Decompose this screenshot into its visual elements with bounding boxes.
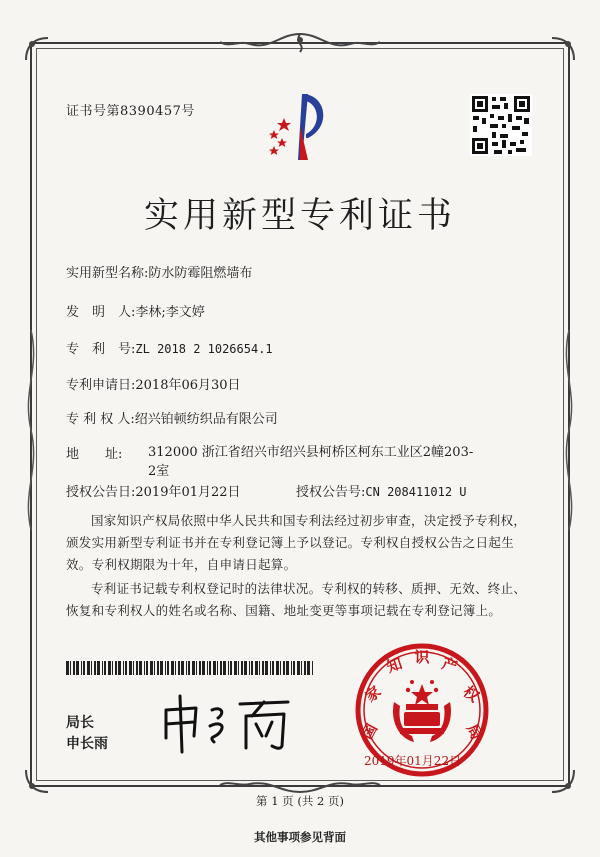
svg-text:产: 产 [439,654,460,677]
footer-note: 其他事项参见背面 [254,830,346,844]
corner-ornament-icon [550,36,576,62]
field-label: 专利申请日: [66,378,136,393]
field-grant-date [66,481,241,500]
left-ornament-icon [22,330,40,530]
field-label: 地 址: [66,447,123,462]
field-value: 2019年01月22日 [135,485,241,500]
certificate-number: 证书号第8390457号 [66,104,195,119]
field-utility-model-name [66,262,252,281]
field-application-date [66,374,241,393]
svg-text:国: 国 [358,720,382,743]
certificate-title: 实用新型专利证书 [143,196,456,236]
svg-text:识: 识 [414,648,430,666]
top-ornament-icon [210,30,390,56]
field-grant-number [296,481,467,500]
statement-paragraph: 国家知识产权局依照中华人民共和国专利法经过初步审查，决定授予专利权，颁发实用新型专利证书并在专利登记簿上予以登记。专利权自授权公告之日起生效。专利权期限为十年，自申请日起算。 [66,513,527,572]
seal-date: 2019年01月22日 [364,754,462,768]
director-name: 申长雨 [66,736,108,752]
field-label: 发 明 人: [66,305,136,320]
field-value: 绍兴铂顿纺织品有限公司 [134,412,278,427]
qr-code-icon [470,94,532,156]
field-label: 实用新型名称: [66,266,149,281]
field-value: 防水防霉阻燃墙布 [148,266,253,281]
svg-text:局: 局 [462,720,486,743]
corner-ornament-icon [24,768,50,794]
field-label: 专 利 权 人: [66,412,135,427]
field-address-label [66,443,122,462]
field-label: 授权公告日: [66,485,136,500]
svg-text:家: 家 [361,682,385,706]
field-value: 2018年06月30日 [135,378,241,393]
field-inventor [66,301,205,320]
field-patent-number [66,338,273,357]
field-value: CN 208411012 U [365,485,467,499]
director-signature [160,690,295,755]
field-address-value: 312000 浙江省绍兴市绍兴县柯桥区柯东工业区2幢203-2室 [148,445,474,479]
field-value: ZL 2018 2 1026654.1 [135,342,273,356]
right-ornament-icon [560,330,578,530]
cnipa-logo-icon [262,86,338,166]
corner-ornament-icon [550,768,576,794]
corner-ornament-icon [24,36,50,62]
field-value: 李林;李文婷 [135,305,205,320]
field-label: 授权公告号: [296,485,366,500]
svg-text:知: 知 [384,654,405,677]
statement-paragraph: 专利证书记载专利权登记时的法律状况。专利权的转移、质押、无效、终止、恢复和专利权人的姓名或名称、国籍、地址变更等事项记载在专利登记簿上。 [66,581,527,618]
field-label: 专 利 号: [66,342,136,357]
barcode-icon [66,661,316,675]
svg-text:权: 权 [459,682,483,706]
director-title: 局长 [66,715,94,731]
page-number: 第 1 页 (共 2 页) [256,794,344,808]
field-patentee [66,408,278,427]
